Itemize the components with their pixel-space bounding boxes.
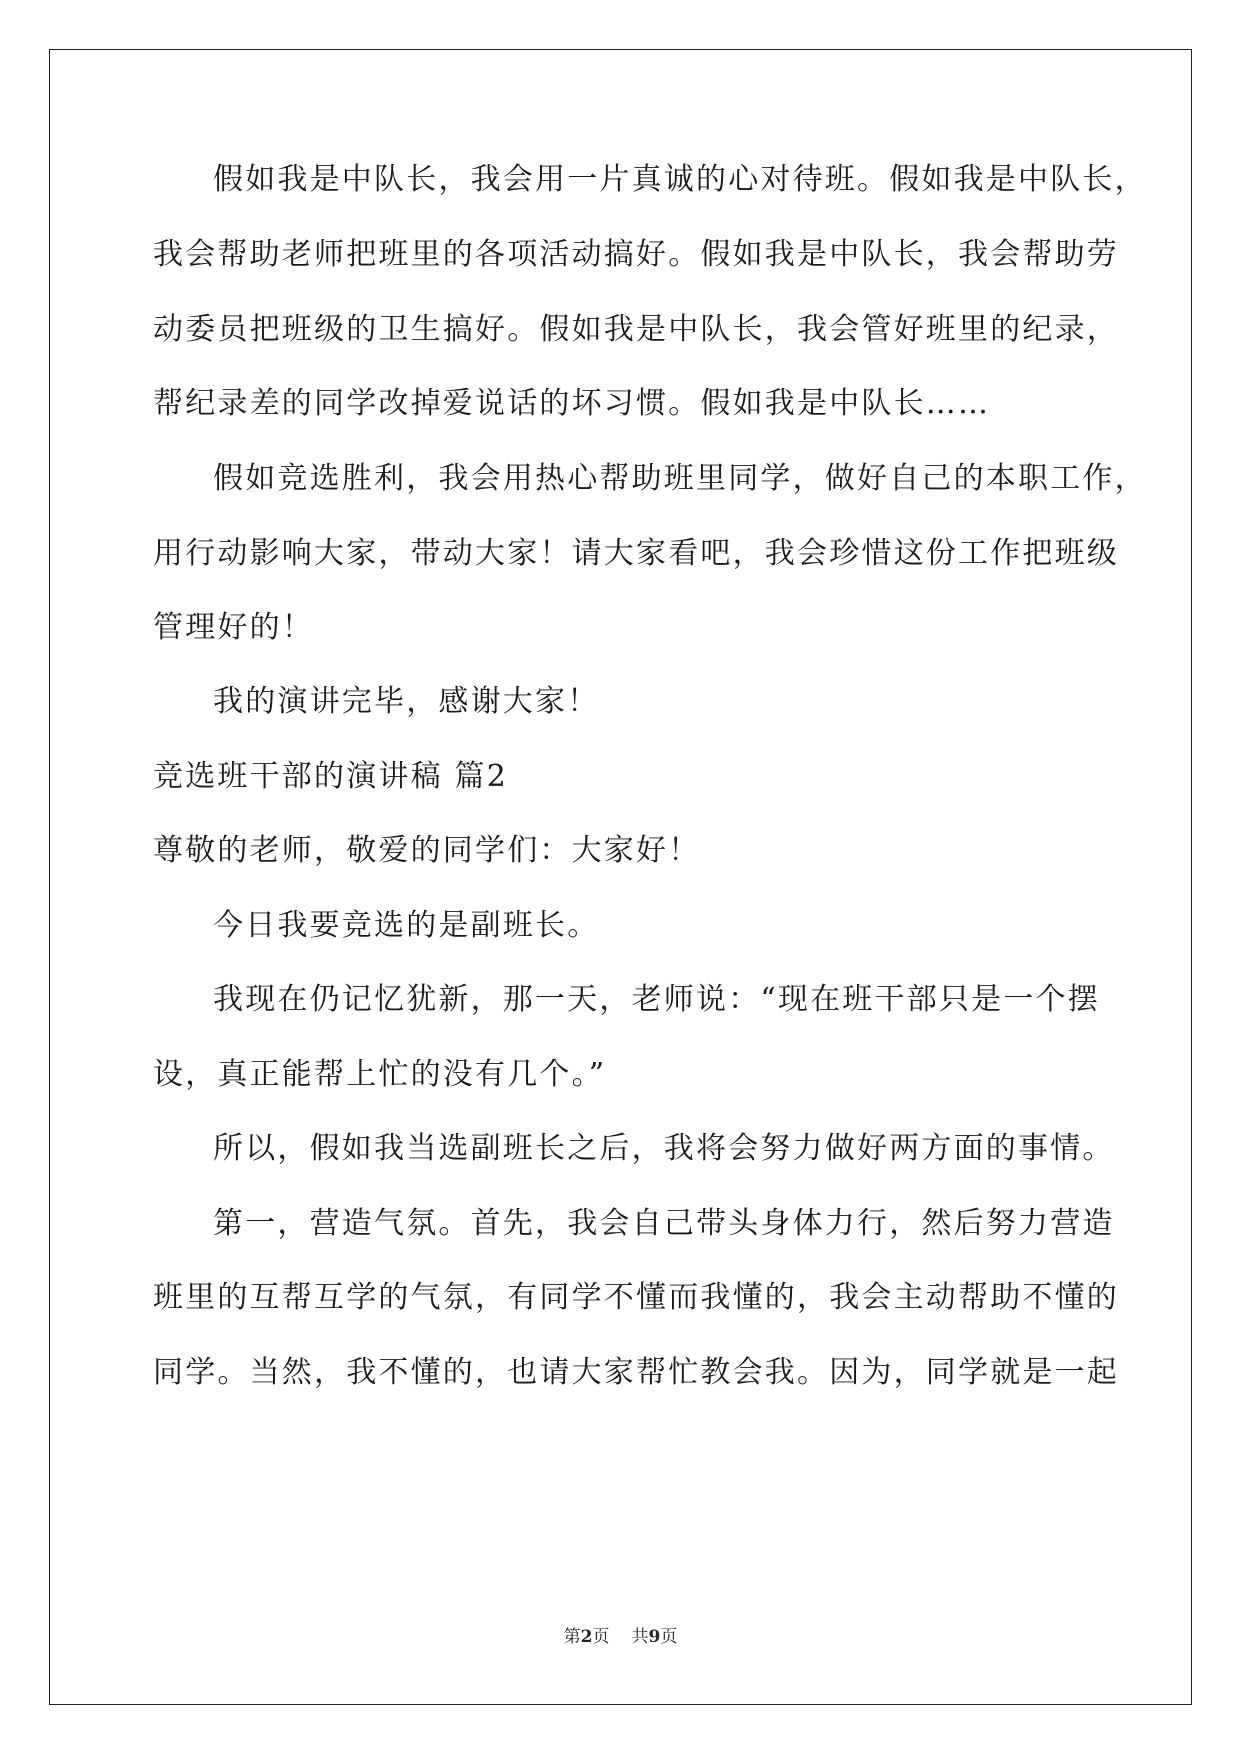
paragraph-line: 帮纪录差的同学改掉爱说话的坏习惯。假如我是中队长…… [153,386,991,421]
total-page-count: 9 [648,1627,661,1647]
paragraph-line: 假如竞选胜利，我会用热心帮助班里同学，做好自己的本职工作， [213,461,1147,496]
current-page-number: 2 [580,1627,593,1647]
section-heading: 竞选班干部的演讲稿 篇2 [153,759,509,794]
paragraph-line: 设，真正能帮上忙的没有几个。” [153,1057,607,1092]
page-footer [0,1626,1241,1648]
paragraph-line: 管理好的！ [153,610,314,645]
paragraph-line: 班里的互帮互学的气氛，有同学不懂而我懂的，我会主动帮助不懂的 [153,1280,1119,1315]
paragraph-line: 用行动影响大家，带动大家！请大家看吧，我会珍惜这份工作把班级 [153,536,1119,571]
salutation: 尊敬的老师，敬爱的同学们：大家好！ [153,833,701,868]
paragraph-line: 假如我是中队长，我会用一片真诚的心对待班。假如我是中队长， [213,162,1147,197]
page-border [49,49,1192,1705]
paragraph-line: 同学。当然，我不懂的，也请大家帮忙教会我。因为，同学就是一起 [153,1355,1119,1390]
paragraph-line: 我会帮助老师把班里的各项活动搞好。假如我是中队长，我会帮助劳 [153,237,1119,272]
page-prefix: 第 [563,1627,581,1647]
paragraph-line: 我的演讲完毕，感谢大家！ [213,684,600,719]
total-prefix: 共 [631,1627,649,1647]
total-suffix: 页 [660,1627,678,1647]
page-suffix: 页 [592,1627,610,1647]
paragraph-line: 我现在仍记忆犹新，那一天，老师说：“现在班干部只是一个摆 [213,982,1100,1017]
paragraph-line: 第一，营造气氛。首先，我会自己带头身体力行，然后努力营造 [213,1206,1115,1241]
paragraph-line: 动委员把班级的卫生搞好。假如我是中队长，我会管好班里的纪录， [153,312,1119,347]
paragraph-line: 今日我要竞选的是副班长。 [213,908,600,943]
paragraph-line: 所以，假如我当选副班长之后，我将会努力做好两方面的事情。 [213,1131,1115,1166]
